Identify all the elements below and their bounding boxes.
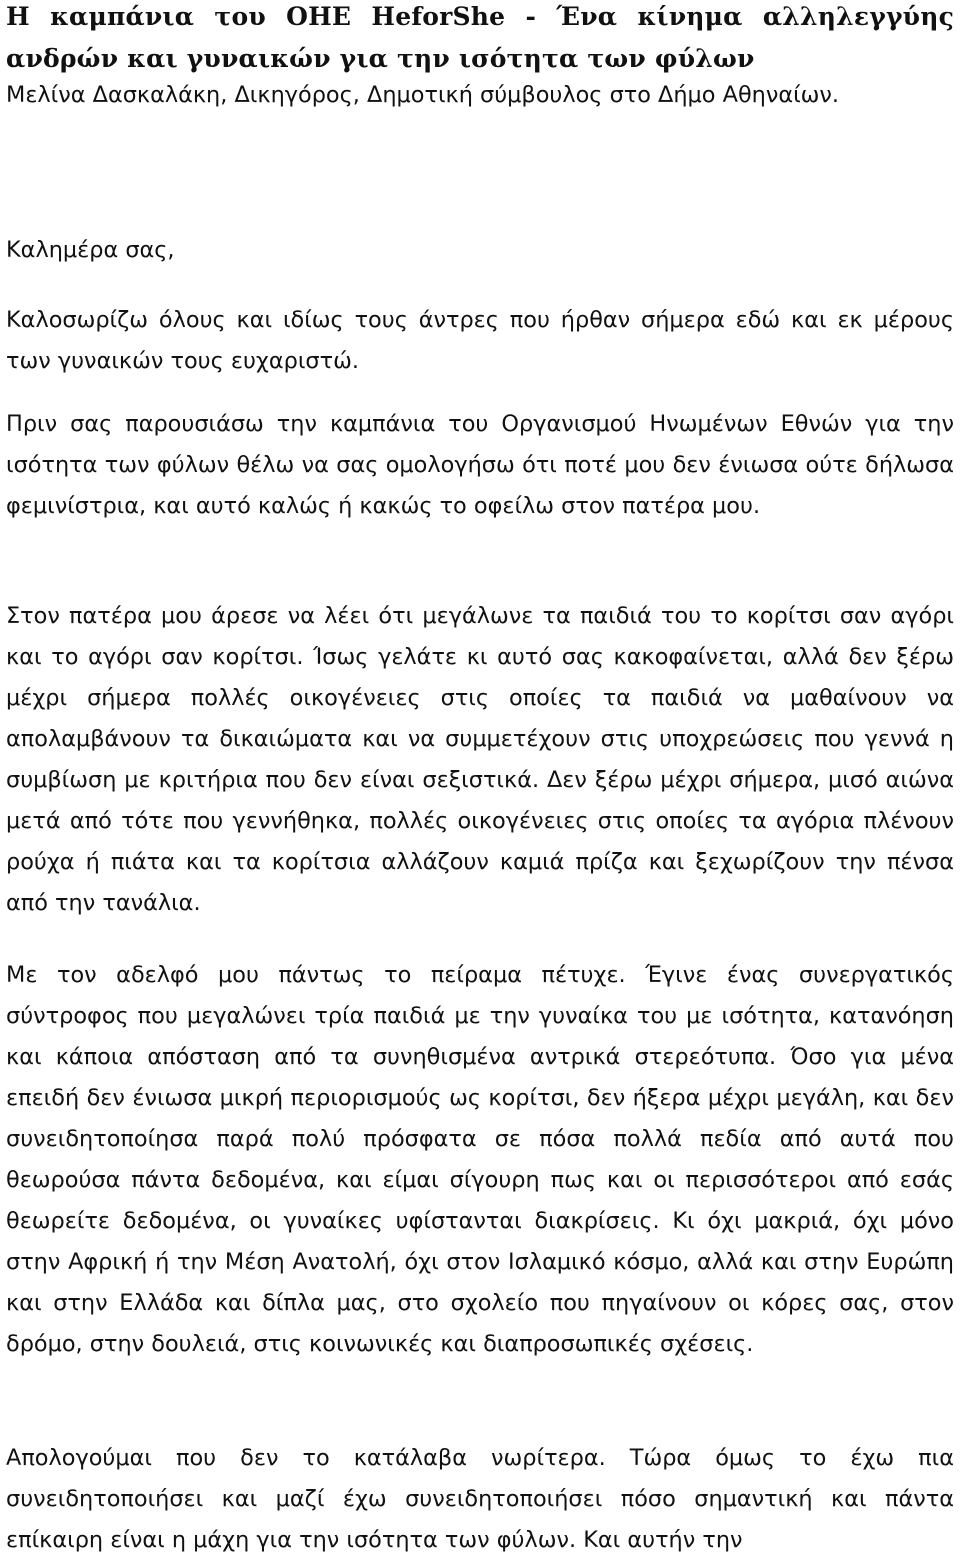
author-line: Μελίνα Δασκαλάκη, Δικηγόρος, Δημοτική σύμβουλος στο Δήμο Αθηναίων. (6, 82, 840, 108)
paragraph-1-block (0, 404, 960, 527)
paragraph-4: Απολογούμαι που δεν το κατάλαβα νωρίτερα. Τώρα όμως το έχω πια συνειδητοποιήσει και μαζί έχω συνειδητοποιήσει πόσο σημαντική και πάντα επίκαιρη είναι η μάχη για την ισότητα των φύλων. Και αυτήν την (6, 1445, 954, 1553)
author-block (0, 75, 960, 116)
paragraph-3: Με τον αδελφό μου πάντως το πείραμα πέτυχε. Έγινε ένας συνεργατικός σύντροφος που μεγαλώνει τρία παιδιά με την γυναίκα του με ισότητα, κατανόηση και κάποια απόσταση από τα συνηθισμένα αντρικά στερεότυπα. Όσο για μένα επειδή δεν ένιωσα μικρή περιορισμούς ως κορίτσι, δεν ήξερα μέχρι μεγάλη, και δεν συνειδητοποίησα παρά πολύ πρόσφατα σε πόσα πολλά πεδία από αυτά που θεωρούσα πάντα δεδομένα, και είμαι σίγουρη πως και οι περισσότεροι από εσάς θεωρείτε δεδομένα, οι γυναίκες υφίστανται διακρίσεις. Κι όχι μακριά, όχι μόνο στην Αφρική ή την Μέση Ανατολή, όχι στον Ισλαμικό κόσμο, αλλά και στην Ευρώπη και στην Ελλάδα και δίπλα μας, στο σχολείο που πηγαίνουν οι κόρες σας, στον δρόμο, στην δουλειά, στις κοινωνικές και διαπροσωπικές σχέσεις. (6, 962, 954, 1357)
welcome-paragraph: Καλοσωρίζω όλους και ιδίως τους άντρες που ήρθαν σήμερα εδώ και εκ μέρους των γυναικών τους ευχαριστώ. (6, 307, 954, 374)
paragraph-3-block (0, 955, 960, 1365)
document-title: Η καμπάνια του ΟΗΕ HeforShe - Ένα κίνημα αλληλεγγύης ανδρών και γυναικών για την ισότητα των φύλων (6, 2, 954, 73)
paragraph-4-block (0, 1438, 960, 1561)
title-block (0, 0, 960, 80)
greeting-block (0, 230, 960, 271)
paragraph-1: Πριν σας παρουσιάσω την καμπάνια του Οργανισμού Ηνωμένων Εθνών για την ισότητα των φύλων θέλω να σας ομολογήσω ότι ποτέ μου δεν ένιωσα ούτε δήλωσα φεμινίστρια, και αυτό καλώς ή κακώς το οφείλω στον πατέρα μου. (6, 411, 954, 519)
greeting-text: Καλημέρα σας, (6, 237, 175, 263)
paragraph-2-block (0, 596, 960, 924)
paragraph-2: Στον πατέρα μου άρεσε να λέει ότι μεγάλωνε τα παιδιά του το κορίτσι σαν αγόρι και το αγόρι σαν κορίτσι. Ίσως γελάτε κι αυτό σας κακοφαίνεται, αλλά δεν ξέρω μέχρι σήμερα πολλές οικογένειες στις οποίες τα παιδιά να μαθαίνουν να απολαμβάνουν τα δικαιώματα και να συμμετέχουν στις υποχρεώσεις που γεννά η συμβίωση με κριτήρια που δεν είναι σεξιστικά. Δεν ξέρω μέχρι σήμερα, μισό αιώνα μετά από τότε που γεννήθηκα, πολλές οικογένειες στις οποίες τα αγόρια πλένουν ρούχα ή πιάτα και τα κορίτσια αλλάζουν καμιά πρίζα και ξεχωρίζουν την πένσα από την τανάλια. (6, 603, 954, 916)
welcome-block (0, 300, 960, 382)
